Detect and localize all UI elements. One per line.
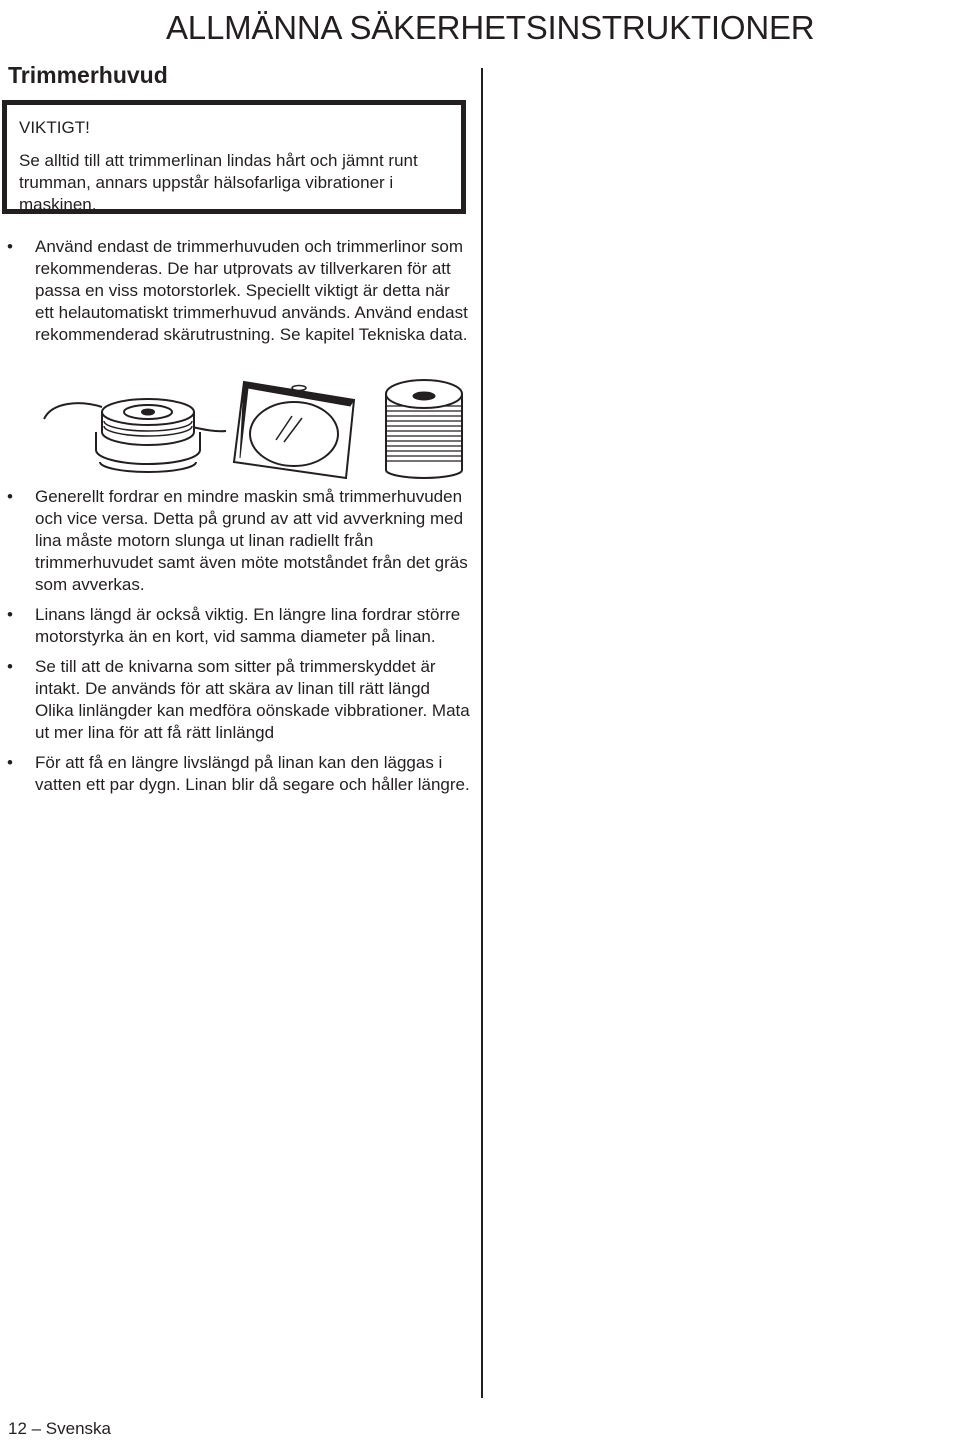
list-item [0,486,480,596]
bullet-dot: • [7,237,13,256]
page-footer: 12 – Svenska [8,1419,112,1438]
list-item-text: För att få en längre livslängd på linan kan den läggas i vatten ett par dygn. Linan blir då segare och håller längre. [35,753,470,794]
list-item-text: Använd endast de trimmerhuvuden och trimmerlinor som rekommenderas. De har utprovats av tillverkaren för att passa en viss motorstorlek. Speciellt viktigt är detta när ett helautomatiskt trimmerhuvud används. Använd endast rekommenderad skärutrustning. Se kapitel Tekniska data. [35,237,468,344]
bullet-dot: • [7,657,13,676]
list-item [0,604,480,648]
list-item [0,236,480,346]
bullet-dot: • [7,487,13,506]
trimmer-equipment-illustration [40,374,470,480]
bullet-list-top [0,236,480,354]
bullet-list-bottom [0,486,480,804]
warning-text: Se alltid till att trimmerlinan lindas hårt och jämnt runt trumman, annars uppstår hälsofarliga vibrationer i maskinen. [19,151,418,214]
list-item [0,656,480,744]
list-item [0,752,480,796]
trimmer-head-icon [44,399,226,472]
line-spool-icon [386,380,462,478]
page-header-title: ALLMÄNNA SÄKERHETSINSTRUKTIONER [166,9,815,46]
list-item-text: Generellt fordrar en mindre maskin små trimmerhuvuden och vice versa. Detta på grund av att vid avverkning med lina måste motorn slunga ut linan radiellt från trimmerhuvudet samt även möte motståndet från det gräs som avverkas. [35,487,468,594]
line-package-icon [234,382,354,478]
bullet-dot: • [7,605,13,624]
bullet-dot: • [7,753,13,772]
section-heading: Trimmerhuvud [8,62,168,88]
list-item-text: Se till att de knivarna som sitter på trimmerskyddet är intakt. De används för att skära av linan till rätt längd Olika linlängder kan medföra oönskade vibbrationer. Mata ut mer lina för att få rätt linlängd [35,657,470,742]
warning-title: VIKTIGT! [19,118,90,137]
warning-box [2,100,466,214]
column-divider [481,68,483,1398]
list-item-text: Linans längd är också viktig. En längre lina fordrar större motorstyrka än en kort, vid samma diameter på linan. [35,605,461,646]
